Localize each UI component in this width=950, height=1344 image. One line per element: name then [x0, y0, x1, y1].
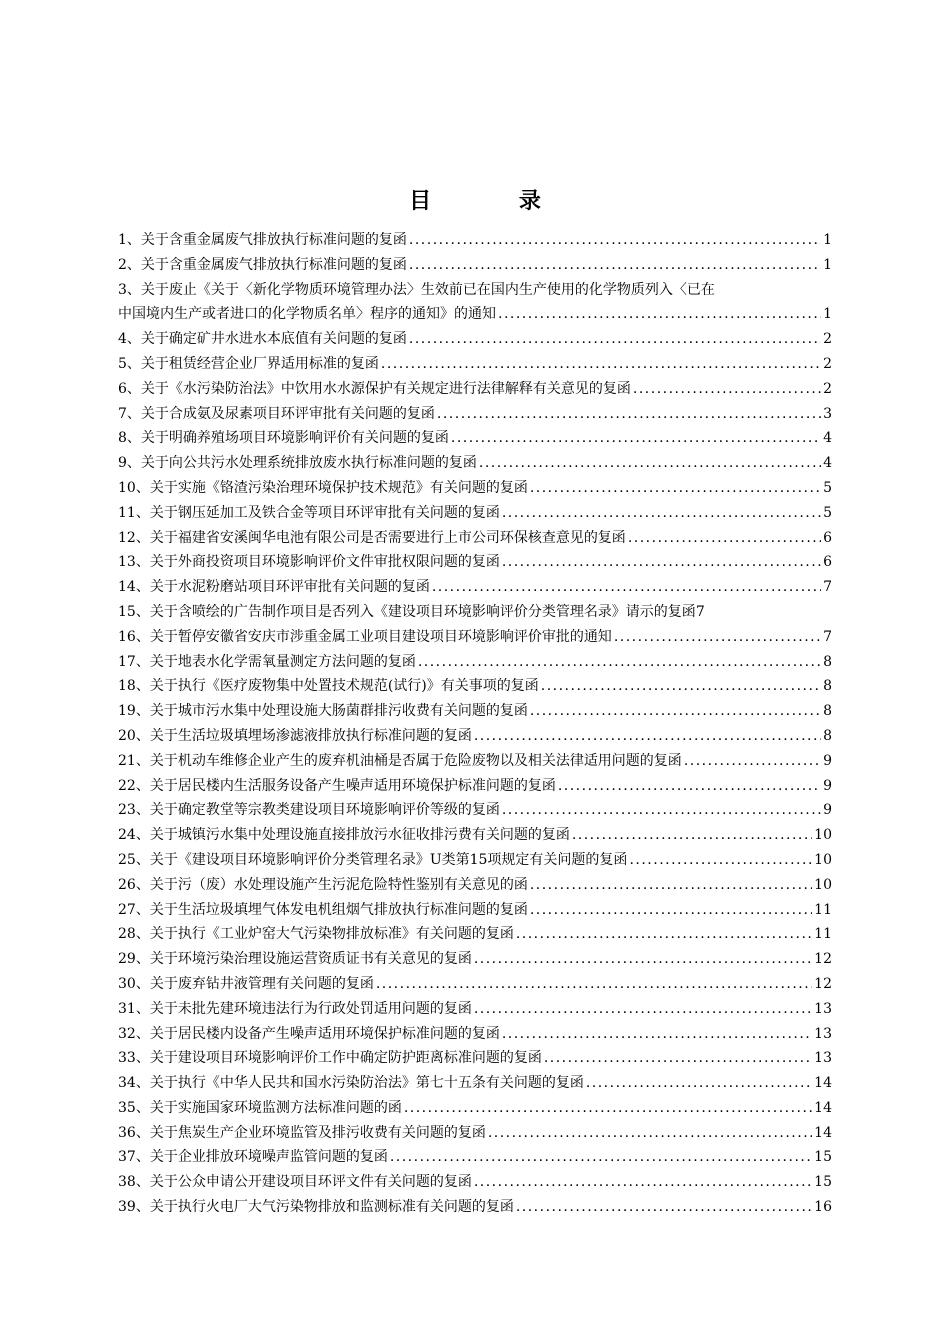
- toc-entry-text: 10、关于实施《铬渣污染治理环境保护技术规范》有关问题的复函: [118, 479, 528, 496]
- toc-entry-text: 2、关于含重金属废气排放执行标准问题的复函: [118, 256, 407, 273]
- toc-entry-text: 30、关于废弃钻井液管理有关问题的复函: [118, 975, 374, 992]
- toc-entry-text: 1、关于含重金属废气排放执行标准问题的复函: [118, 232, 407, 248]
- toc-entry-page: 7: [695, 603, 705, 620]
- dot-leader: [544, 1046, 812, 1071]
- toc-entry-text: 6、关于《水污染防治法》中饮用水水源保护有关规定进行法律解释有关意见的复函: [118, 380, 631, 397]
- toc-entry-text: 27、关于生活垃圾填埋气体发电机组烟气排放执行标准问题的复函: [118, 901, 528, 918]
- dot-leader: [684, 749, 821, 774]
- toc-entry[interactable]: [118, 1145, 832, 1170]
- dot-leader: [409, 327, 821, 352]
- toc-entry-text: 9、关于向公共污水处理系统排放废水执行标准问题的复函: [118, 455, 477, 472]
- toc-entry-text: 39、关于执行火电厂大气污染物排放和监测标准有关问题的复函: [118, 1199, 514, 1216]
- toc-entry[interactable]: [118, 600, 832, 625]
- toc-entry-page: 9: [823, 802, 832, 819]
- toc-entry[interactable]: [118, 898, 832, 923]
- toc-entry-text: 18、关于执行《医疗废物集中处置技术规范(试行)》有关事项的复函: [118, 678, 539, 695]
- dot-leader: [432, 575, 821, 600]
- toc-entry-page: 8: [823, 653, 832, 670]
- dot-leader: [479, 451, 821, 476]
- toc-entry-page: 10: [814, 851, 832, 868]
- toc-entry[interactable]: [118, 1121, 832, 1146]
- dot-leader: [409, 253, 821, 278]
- toc-entry[interactable]: [118, 352, 832, 377]
- toc-entry-text: 12、关于福建省安溪闽华电池有限公司是否需要进行上市公司环保核查意见的复函: [118, 529, 626, 546]
- toc-entry[interactable]: [118, 402, 832, 427]
- toc-entry-text: 16、关于暂停安徽省安庆市涉重金属工业项目建设项目环境影响评价审批的通知: [118, 628, 612, 645]
- toc-entry[interactable]: [118, 575, 832, 600]
- toc-entry-text: 24、关于城镇污水集中处理设施直接排放污水征收排污费有关问题的复函: [118, 827, 570, 844]
- toc-entry[interactable]: [118, 650, 832, 675]
- toc-entry-page: 4: [823, 455, 832, 472]
- dot-leader: [474, 997, 812, 1022]
- toc-entry-page: 14: [814, 1124, 832, 1141]
- toc-entry-page: 1: [823, 256, 832, 273]
- toc-entry-page: 10: [814, 827, 832, 844]
- toc-entry-page: 13: [814, 1000, 832, 1017]
- toc-entry[interactable]: [118, 724, 832, 749]
- dot-leader: [418, 650, 821, 675]
- dot-leader: [516, 1195, 812, 1220]
- toc-entry-text: 8、关于明确养殖场项目环境影响评价有关问题的复函: [118, 430, 449, 447]
- toc-entry-page: 7: [823, 628, 832, 645]
- dot-leader: [502, 501, 821, 526]
- toc-entry-page: 11: [814, 926, 832, 943]
- dot-leader: [502, 798, 821, 823]
- toc-entry-page: 5: [823, 504, 832, 521]
- dot-leader: [586, 1071, 812, 1096]
- toc-entry-text: 29、关于环境污染治理设施运营资质证书有关意见的复函: [118, 951, 472, 968]
- toc-entry-text: 28、关于执行《工业炉窑大气污染物排放标准》有关问题的复函: [118, 926, 514, 943]
- dot-leader: [629, 848, 812, 873]
- toc-entry-page: 9: [823, 752, 832, 769]
- toc-entry-page: 3: [823, 405, 832, 422]
- toc-entry-page: 14: [814, 1075, 832, 1092]
- dot-leader: [474, 724, 821, 749]
- toc-entry-page: 13: [814, 1025, 832, 1042]
- dot-leader: [451, 426, 821, 451]
- dot-leader: [488, 1121, 812, 1146]
- toc-entry-page: 7: [823, 579, 832, 596]
- dot-leader: [437, 402, 821, 427]
- toc-entry[interactable]: [118, 278, 832, 328]
- toc-entry-text: 25、关于《建设项目环境影响评价分类管理名录》U类第15项规定有关问题的复函: [118, 851, 628, 868]
- dot-leader: [474, 947, 812, 972]
- dot-leader: [502, 550, 821, 575]
- toc-entry-text: 17、关于地表水化学需氧量测定方法问题的复函: [118, 653, 416, 670]
- toc-entry[interactable]: [118, 1195, 832, 1220]
- toc-entry-page: 16: [814, 1199, 832, 1216]
- toc-entry-text: 21、关于机动车维修企业产生的废弃机油桶是否属于危险废物以及相关法律适用问题的复函: [118, 752, 682, 769]
- toc-entry[interactable]: [118, 848, 832, 873]
- toc-entry[interactable]: [118, 972, 832, 997]
- toc-entry-page: 15: [814, 1174, 832, 1191]
- toc-entry[interactable]: [118, 674, 832, 699]
- dot-leader: [614, 625, 821, 650]
- toc-entry-text: 32、关于居民楼内设备产生噪声适用环境保护标准问题的复函: [118, 1025, 500, 1042]
- toc-entry-page: 4: [823, 430, 832, 447]
- toc-entry-text: 23、关于确定教堂等宗教类建设项目环境影响评价等级的复函: [118, 802, 500, 819]
- toc-entry-text: 13、关于外商投资项目环境影响评价文件审批权限问题的复函: [118, 554, 500, 571]
- toc-entry[interactable]: [118, 1046, 832, 1071]
- toc-entry-page: 8: [823, 703, 832, 720]
- toc-entry[interactable]: [118, 228, 832, 253]
- toc-entry-page: 2: [823, 380, 832, 397]
- dot-leader: [516, 922, 812, 947]
- toc-entry-page: 5: [823, 479, 832, 496]
- toc-entry-text: 33、关于建设项目环境影响评价工作中确定防护距离标准问题的复函: [118, 1050, 542, 1067]
- toc-entry-page: 2: [823, 355, 832, 372]
- toc-entry-page: 1: [823, 306, 832, 323]
- dot-leader: [530, 699, 821, 724]
- toc-entry-page: 8: [823, 727, 832, 744]
- toc-entry-text: 5、关于租赁经营企业厂界适用标准的复函: [118, 355, 379, 372]
- toc-entry[interactable]: [118, 922, 832, 947]
- toc-entry-text: 19、关于城市污水集中处理设施大肠菌群排污收费有关问题的复函: [118, 703, 528, 720]
- toc-entry[interactable]: [118, 1096, 832, 1121]
- dot-leader: [376, 972, 812, 997]
- dot-leader: [530, 873, 812, 898]
- dot-leader: [541, 674, 821, 699]
- toc-entry[interactable]: [118, 377, 832, 402]
- dot-leader: [502, 1022, 812, 1047]
- toc-entry-page: 9: [823, 777, 832, 794]
- toc-entry[interactable]: [118, 253, 832, 278]
- dot-leader: [381, 352, 821, 377]
- toc-entry-page: 14: [814, 1099, 832, 1116]
- toc-entry[interactable]: [118, 1071, 832, 1096]
- toc-entry[interactable]: [118, 476, 832, 501]
- toc-entry-text: 36、关于焦炭生产企业环境监管及排污收费有关问题的复函: [118, 1124, 486, 1141]
- toc-entry[interactable]: [118, 327, 832, 352]
- dot-leader: [633, 377, 821, 402]
- toc-entry[interactable]: [118, 823, 832, 848]
- toc-entry[interactable]: [118, 749, 832, 774]
- dot-leader: [498, 302, 821, 327]
- toc-entry[interactable]: [118, 426, 832, 451]
- toc-entry-page: 15: [814, 1149, 832, 1166]
- dot-leader: [628, 526, 821, 551]
- toc-entry-text: 37、关于企业排放环境噪声监管问题的复函: [118, 1149, 388, 1166]
- dot-leader: [390, 1145, 812, 1170]
- toc-entry[interactable]: [118, 798, 832, 823]
- toc-entry[interactable]: [118, 873, 832, 898]
- toc-entry-page: 13: [814, 1050, 832, 1067]
- toc-entry-text: 38、关于公众申请公开建设项目环评文件有关问题的复函: [118, 1174, 472, 1191]
- toc-entry[interactable]: [118, 550, 832, 575]
- toc-entry-text: 7、关于合成氨及尿素项目环评审批有关问题的复函: [118, 405, 435, 422]
- table-of-contents: [118, 228, 832, 1220]
- dot-leader: [404, 1096, 812, 1121]
- toc-entry-text: 中国境内生产或者进口的化学物质名单〉程序的通知》的通知: [118, 306, 496, 323]
- toc-entry-page: 1: [823, 232, 832, 248]
- dot-leader: [409, 228, 821, 253]
- toc-entry-page: 10: [814, 876, 832, 893]
- toc-entry[interactable]: [118, 625, 832, 650]
- toc-entry-page: 6: [823, 554, 832, 571]
- toc-entry[interactable]: [118, 1170, 832, 1195]
- toc-entry[interactable]: [118, 774, 832, 799]
- toc-entry-page: 2: [823, 331, 832, 348]
- toc-entry-text: 31、关于未批先建环境违法行为行政处罚适用问题的复函: [118, 1000, 472, 1017]
- toc-entry[interactable]: [118, 997, 832, 1022]
- toc-entry-text: 26、关于污（废）水处理设施产生污泥危险特性鉴别有关意见的函: [118, 876, 528, 893]
- toc-entry-text: 34、关于执行《中华人民共和国水污染防治法》第七十五条有关问题的复函: [118, 1075, 584, 1092]
- dot-leader: [530, 476, 821, 501]
- toc-entry-text: 11、关于钢压延加工及铁合金等项目环评审批有关问题的复函: [118, 504, 500, 521]
- toc-entry-text: 35、关于实施国家环境监测方法标准问题的函: [118, 1099, 402, 1116]
- toc-entry-text: 14、关于水泥粉磨站项目环评审批有关问题的复函: [118, 579, 430, 596]
- toc-entry-page: 12: [814, 951, 832, 968]
- toc-entry-page: 6: [823, 529, 832, 546]
- toc-entry-text-line1: 3、关于废止《关于〈新化学物质环境管理办法〉生效前已在国内生产使用的化学物质列入〈已在: [118, 281, 715, 298]
- toc-entry-page: 8: [823, 678, 832, 695]
- toc-entry[interactable]: [118, 699, 832, 724]
- toc-entry-page: 12: [814, 975, 832, 992]
- toc-entry-page: 11: [814, 901, 832, 918]
- toc-entry[interactable]: [118, 501, 832, 526]
- toc-entry-text: 20、关于生活垃圾填埋场渗滤液排放执行标准问题的复函: [118, 727, 472, 744]
- toc-entry-text: 4、关于确定矿井水进水本底值有关问题的复函: [118, 331, 407, 348]
- toc-entry[interactable]: [118, 1022, 832, 1047]
- toc-entry[interactable]: [118, 526, 832, 551]
- toc-entry[interactable]: [118, 947, 832, 972]
- toc-entry-text: 15、关于含喷绘的广告制作项目是否列入《建设项目环境影响评价分类管理名录》请示的复函: [118, 603, 696, 620]
- page-title: 目 录: [409, 188, 581, 214]
- toc-entry[interactable]: [118, 451, 832, 476]
- dot-leader: [474, 1170, 812, 1195]
- dot-leader: [572, 823, 812, 848]
- dot-leader: [530, 898, 812, 923]
- toc-entry-text: 22、关于居民楼内生活服务设备产生噪声适用环境保护标准问题的复函: [118, 777, 556, 794]
- dot-leader: [558, 774, 821, 799]
